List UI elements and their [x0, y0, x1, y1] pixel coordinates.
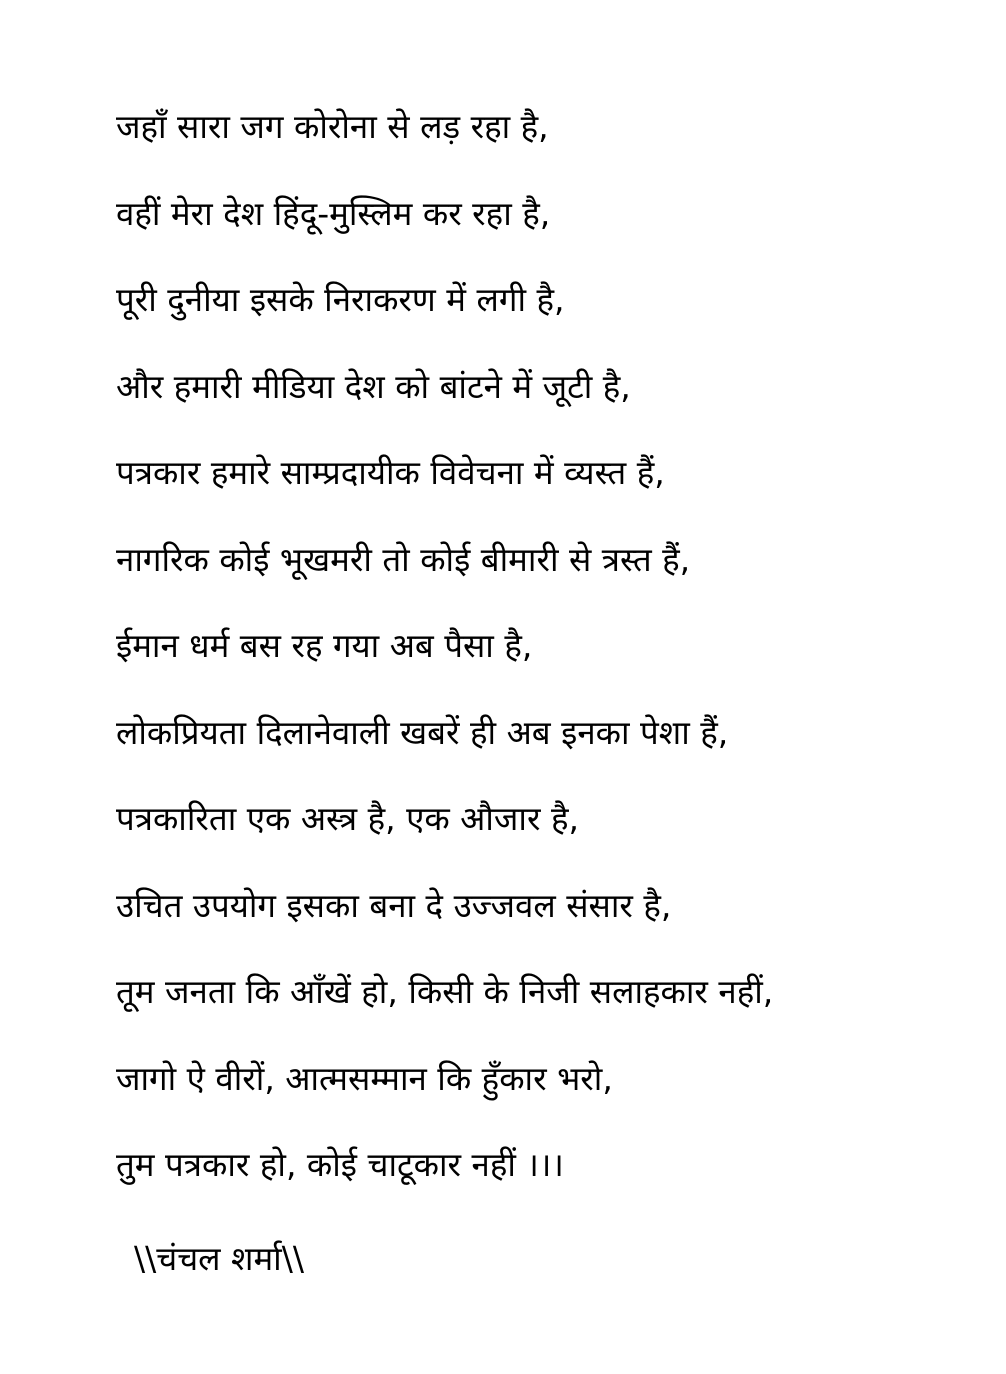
poem-line-12: जागो ऐ वीरों, आत्मसम्मान कि हुँकार भरो,	[116, 1058, 613, 1098]
poem-body	[116, 100, 976, 1225]
poem-line-2: वहीं मेरा देश हिंदू-मुस्लिम कर रहा है,	[116, 193, 551, 233]
poem-line-11: तूम जनता कि आँखें हो, किसी के निजी सलाहकार नहीं,	[116, 972, 774, 1011]
author-signature: \\चंचल शर्मा\\	[134, 1239, 304, 1278]
poem-line-9: पत्रकारिता एक अस्त्र है, एक औजार है,	[116, 799, 579, 838]
poem-line-3: पूरी दुनीया इसके निराकरण में लगी है,	[116, 280, 565, 319]
poem-line-4: और हमारी मीडिया देश को बांटने में जूटी है,	[116, 366, 631, 406]
poem-line-1: जहाँ सारा जग कोरोना से लड़ रहा है,	[116, 107, 549, 146]
poem-line-7: ईमान धर्म बस रह गया अब पैसा है,	[116, 626, 533, 665]
poem-line-8: लोकप्रियता दिलानेवाली खबरें ही अब इनका पेशा हैं,	[116, 712, 729, 752]
poem-line-5: पत्रकार हमारे साम्प्रदायीक विवेचना में व्यस्त हैं,	[116, 453, 665, 492]
poem-line-6: नागरिक कोई भूखमरी तो कोई बीमारी से त्रस्त हैं,	[116, 539, 691, 579]
poem-line-10: उचित उपयोग इसका बना दे उज्जवल संसार है,	[116, 885, 672, 925]
poem-line-13: तुम पत्रकार हो, कोई चाटूकार नहीं ।।।	[116, 1145, 564, 1184]
